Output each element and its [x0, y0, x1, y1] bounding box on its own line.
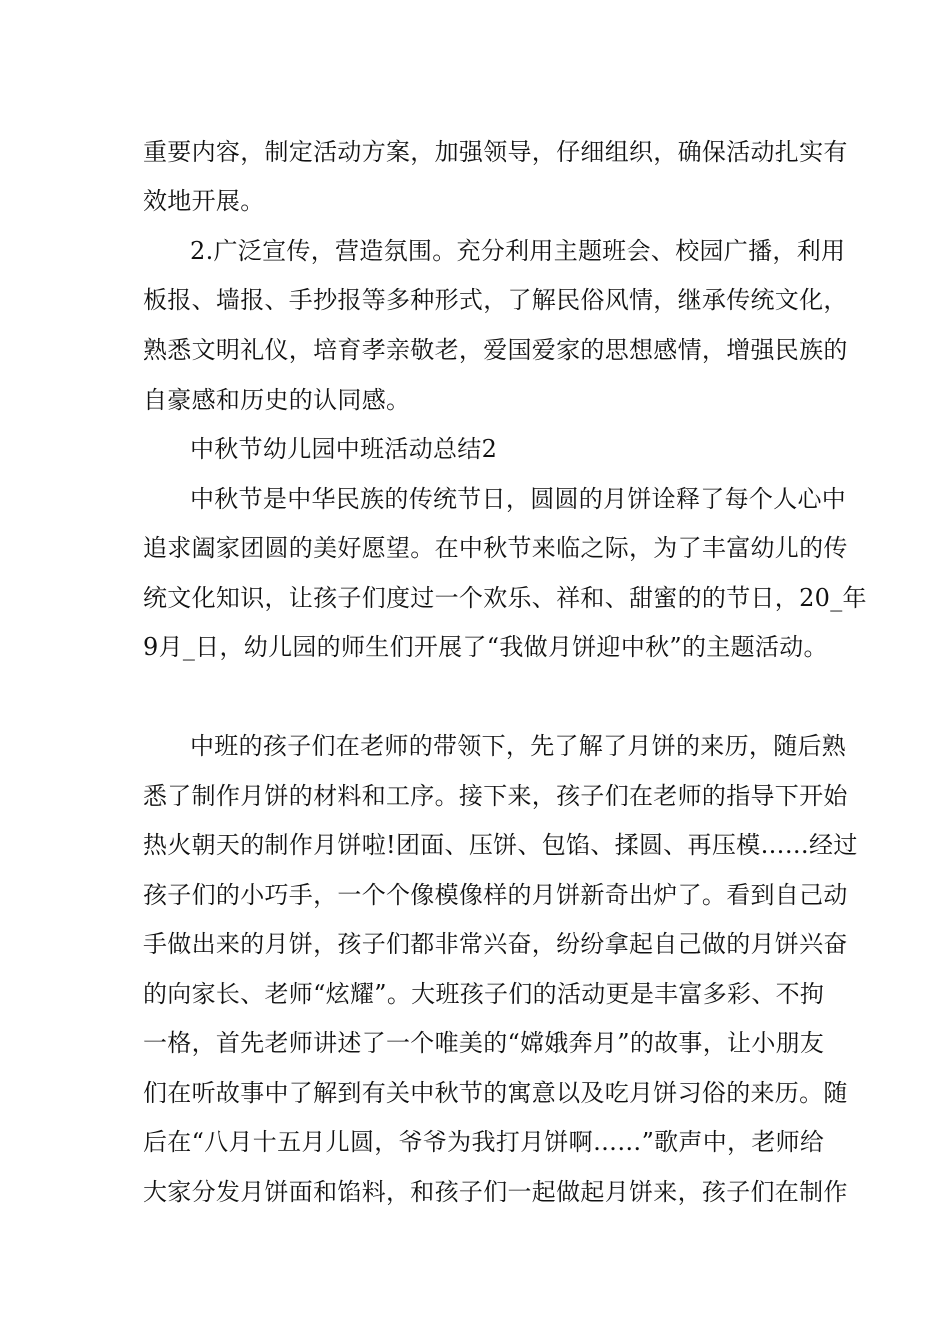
section-heading: 中秋节幼儿园中班活动总结2	[190, 435, 498, 463]
text-line: 9月_日，幼儿园的师生们开展了“我做月饼迎中秋”的主题活动。	[143, 633, 828, 661]
text-line: 重要内容，制定活动方案，加强领导，仔细组织，确保活动扎实有	[143, 138, 848, 166]
text-line: 们在听故事中了解到有关中秋节的寓意以及吃月饼习俗的来历。随	[143, 1079, 848, 1107]
text-line: 一格，首先老师讲述了一个唯美的“嫦娥奔月”的故事，让小朋友	[143, 1029, 825, 1057]
text-line: 2.广泛宣传，营造氛围。充分利用主题班会、校园广播，利用	[190, 237, 846, 265]
text-line: 悉了制作月饼的材料和工序。接下来，孩子们在老师的指导下开始	[143, 782, 848, 810]
text-line: 热火朝天的制作月饼啦!团面、压饼、包馅、揉圆、再压模……经过	[143, 831, 858, 859]
text-line: 中秋节是中华民族的传统节日，圆圆的月饼诠释了每个人心中	[190, 485, 847, 513]
text-line: 的向家长、老师“炫耀”。大班孩子们的活动更是丰富多彩、不拘	[143, 980, 825, 1008]
text-line: 熟悉文明礼仪，培育孝亲敬老，爱国爱家的思想感情，增强民族的	[143, 336, 848, 364]
text-line: 自豪感和历史的认同感。	[143, 386, 411, 414]
text-line: 后在“八月十五月儿圆，爷爷为我打月饼啊……”歌声中，老师给	[143, 1128, 825, 1156]
text-line: 统文化知识，让孩子们度过一个欢乐、祥和、甜蜜的的节日，20_年	[143, 584, 867, 612]
text-line: 手做出来的月饼，孩子们都非常兴奋，纷纷拿起自己做的月饼兴奋	[143, 930, 848, 958]
text-line: 中班的孩子们在老师的带领下，先了解了月饼的来历，随后熟	[190, 732, 847, 760]
text-line: 追求阖家团圆的美好愿望。在中秋节来临之际，为了丰富幼儿的传	[143, 534, 848, 562]
text-line: 大家分发月饼面和馅料，和孩子们一起做起月饼来，孩子们在制作	[143, 1178, 848, 1206]
text-line: 板报、墙报、手抄报等多种形式，了解民俗风情，继承传统文化，	[143, 286, 848, 314]
text-line: 孩子们的小巧手，一个个像模像样的月饼新奇出炉了。看到自己动	[143, 881, 848, 909]
text-line: 效地开展。	[143, 187, 265, 215]
